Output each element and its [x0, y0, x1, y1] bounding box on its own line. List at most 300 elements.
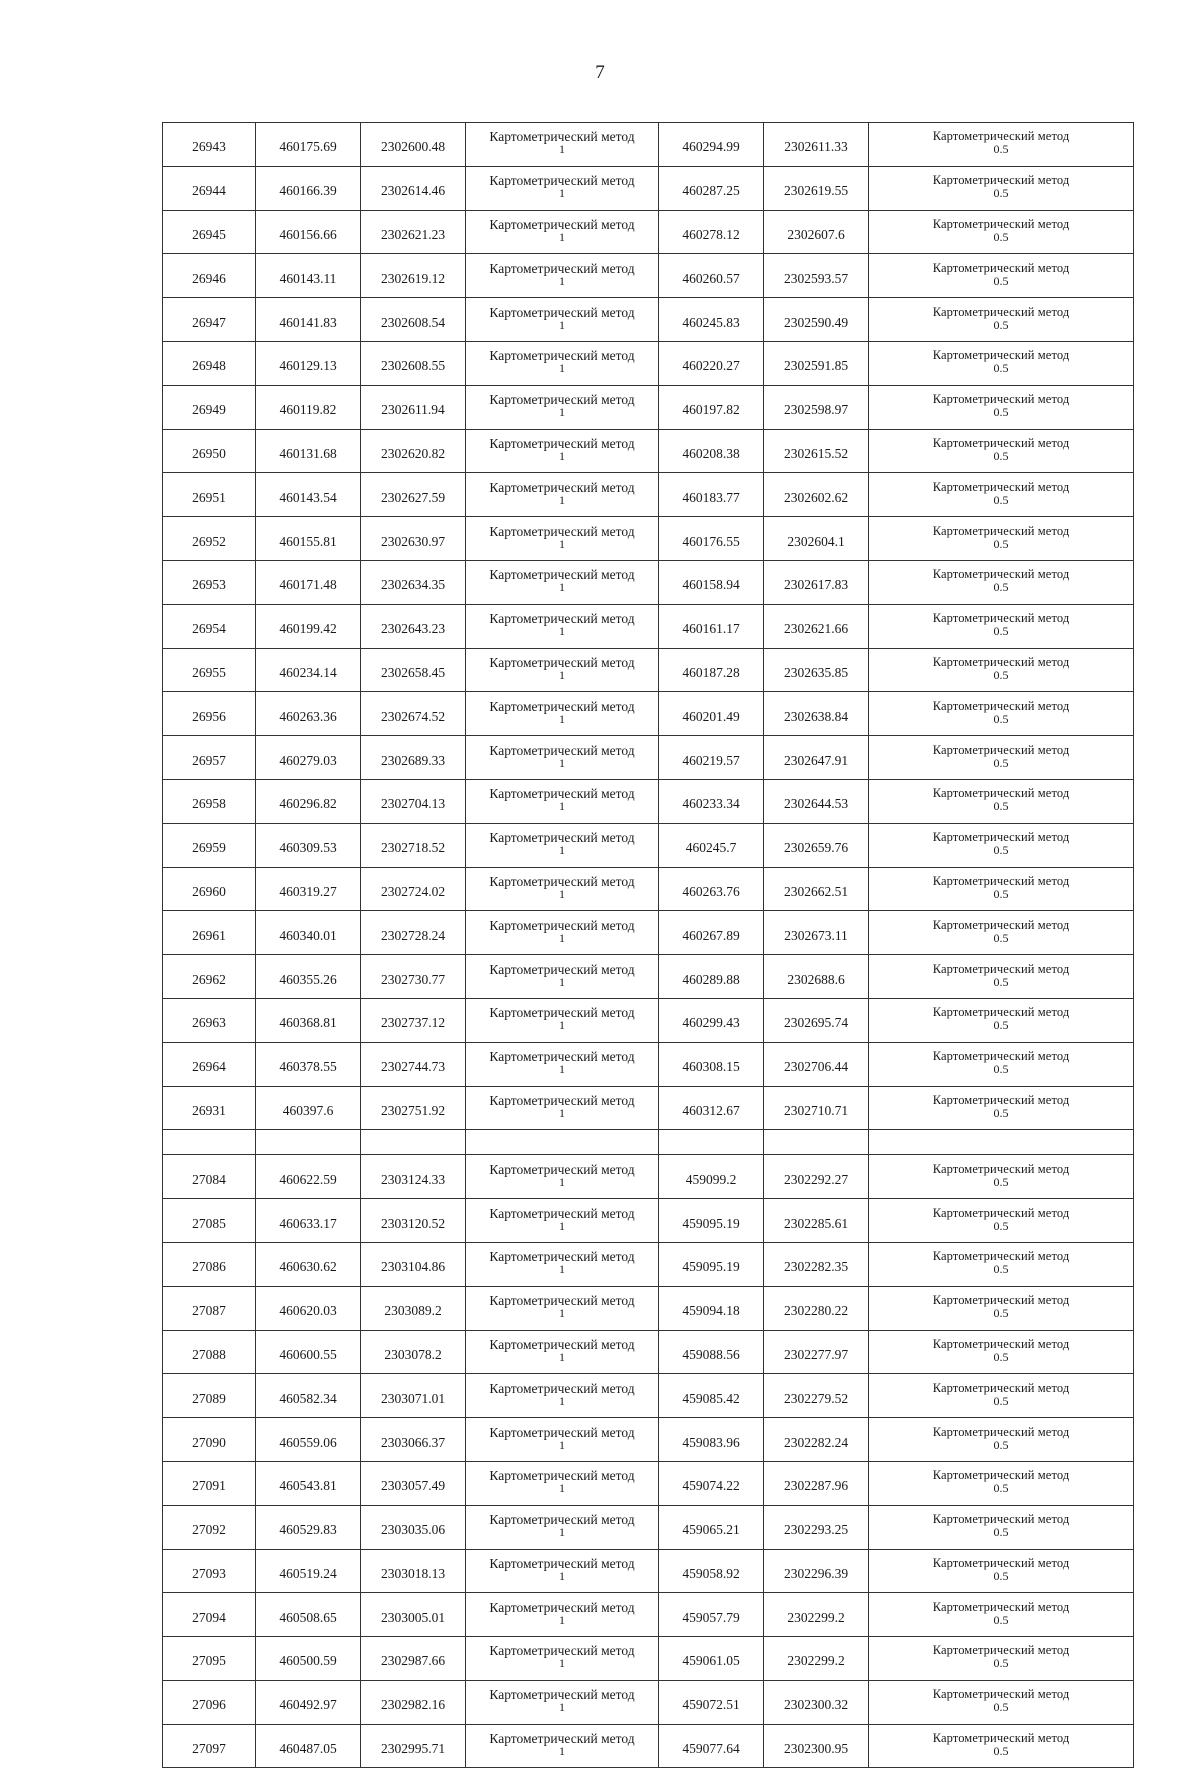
y1-cell: 2302608.55: [361, 341, 466, 385]
method1-cell: [466, 1593, 659, 1637]
x2-cell: 459077.64: [659, 1724, 764, 1768]
method2-cell: [869, 1155, 1134, 1199]
accuracy-value: 1: [559, 1349, 565, 1364]
accuracy-value: 1: [559, 361, 565, 376]
method-label: Картометрический метод: [489, 348, 635, 364]
y1-cell: 2302724.02: [361, 867, 466, 911]
x1-cell: 460340.01: [256, 911, 361, 955]
y1-cell: 2302600.48: [361, 123, 466, 167]
y1-cell: 2303018.13: [361, 1549, 466, 1593]
method-label: Картометрический метод: [489, 611, 635, 627]
point-id-cell: 27089: [163, 1374, 256, 1418]
method2-cell: [869, 166, 1134, 210]
method-label: Картометрический метод: [932, 611, 1070, 626]
x2-cell: 460289.88: [659, 955, 764, 999]
x1-cell: 460319.27: [256, 867, 361, 911]
x1-cell: 460155.81: [256, 517, 361, 561]
method2-cell: [869, 429, 1134, 473]
method1-cell: [466, 341, 659, 385]
accuracy-value: 0.5: [993, 799, 1009, 814]
x2-cell: 460219.57: [659, 736, 764, 780]
y2-cell: 2302710.71: [764, 1086, 869, 1130]
x1-cell: 460141.83: [256, 298, 361, 342]
method1-cell: [466, 1374, 659, 1418]
y1-cell: 2302620.82: [361, 429, 466, 473]
accuracy-value: 1: [559, 1700, 565, 1715]
y1-cell: 2302987.66: [361, 1637, 466, 1681]
method1-cell: [466, 385, 659, 429]
accuracy-value: 0.5: [993, 1306, 1009, 1321]
empty-cell: [361, 1130, 466, 1155]
accuracy-value: 0.5: [993, 536, 1009, 551]
method1-cell: [466, 648, 659, 692]
x1-cell: 460129.13: [256, 341, 361, 385]
method-label: Картометрический метод: [932, 1468, 1070, 1483]
accuracy-value: 0.5: [993, 186, 1009, 201]
accuracy-value: 1: [559, 1612, 565, 1627]
method-label: Картометрический метод: [932, 830, 1070, 845]
x2-cell: 459095.19: [659, 1199, 764, 1243]
y1-cell: 2302744.73: [361, 1042, 466, 1086]
accuracy-value: 1: [559, 1174, 565, 1189]
method-label: Картометрический метод: [489, 216, 635, 232]
point-id-cell: 26943: [163, 123, 256, 167]
point-id-cell: 26957: [163, 736, 256, 780]
method2-cell: [869, 1086, 1134, 1130]
y1-cell: 2303071.01: [361, 1374, 466, 1418]
method-label: Картометрический метод: [932, 786, 1070, 801]
point-id-cell: 27097: [163, 1724, 256, 1768]
accuracy-value: 1: [559, 1744, 565, 1759]
x1-cell: 460234.14: [256, 648, 361, 692]
y2-cell: 2302617.83: [764, 560, 869, 604]
y2-cell: 2302695.74: [764, 998, 869, 1042]
accuracy-value: 1: [559, 1262, 565, 1277]
point-id-cell: 26948: [163, 341, 256, 385]
table-row: [163, 1593, 1134, 1637]
y1-cell: 2303078.2: [361, 1330, 466, 1374]
method1-cell: [466, 1505, 659, 1549]
accuracy-value: 1: [559, 843, 565, 858]
accuracy-value: 1: [559, 1437, 565, 1452]
x2-cell: 459058.92: [659, 1549, 764, 1593]
method1-cell: [466, 823, 659, 867]
x2-cell: 460197.82: [659, 385, 764, 429]
table-row: [163, 429, 1134, 473]
accuracy-value: 1: [559, 142, 565, 157]
x1-cell: 460620.03: [256, 1286, 361, 1330]
y1-cell: 2302608.54: [361, 298, 466, 342]
method1-cell: [466, 1242, 659, 1286]
method-label: Картометрический метод: [932, 1336, 1070, 1351]
accuracy-value: 0.5: [993, 886, 1009, 901]
x2-cell: 459083.96: [659, 1418, 764, 1462]
x2-cell: 460187.28: [659, 648, 764, 692]
accuracy-value: 1: [559, 1018, 565, 1033]
point-id-cell: 26946: [163, 254, 256, 298]
x1-cell: 460171.48: [256, 560, 361, 604]
method1-cell: [466, 123, 659, 167]
method-label: Картометрический метод: [932, 742, 1070, 757]
point-id-cell: 26961: [163, 911, 256, 955]
method2-cell: [869, 1374, 1134, 1418]
x1-cell: 460296.82: [256, 779, 361, 823]
point-id-cell: 26950: [163, 429, 256, 473]
point-id-cell: 26931: [163, 1086, 256, 1130]
x2-cell: 460278.12: [659, 210, 764, 254]
accuracy-value: 1: [559, 536, 565, 551]
y2-cell: 2302591.85: [764, 341, 869, 385]
x2-cell: 460312.67: [659, 1086, 764, 1130]
page-number: 7: [595, 62, 605, 83]
method-label: Картометрический метод: [489, 1424, 635, 1440]
accuracy-value: 0.5: [993, 1525, 1009, 1540]
table-row: [163, 1086, 1134, 1130]
x2-cell: 460161.17: [659, 604, 764, 648]
method1-cell: [466, 736, 659, 780]
point-id-cell: 26964: [163, 1042, 256, 1086]
x2-cell: 460158.94: [659, 560, 764, 604]
y2-cell: 2302604.1: [764, 517, 869, 561]
table-row: [163, 867, 1134, 911]
method-label: Картометрический метод: [489, 1336, 635, 1352]
point-id-cell: 26962: [163, 955, 256, 999]
x1-cell: 460630.62: [256, 1242, 361, 1286]
method2-cell: [869, 560, 1134, 604]
x2-cell: 459074.22: [659, 1461, 764, 1505]
table-row: [163, 1286, 1134, 1330]
method-label: Картометрический метод: [932, 216, 1070, 231]
method1-cell: [466, 867, 659, 911]
method-label: Картометрический метод: [489, 567, 635, 583]
x1-cell: 460309.53: [256, 823, 361, 867]
x1-cell: 460487.05: [256, 1724, 361, 1768]
y1-cell: 2302619.12: [361, 254, 466, 298]
y2-cell: 2302299.2: [764, 1637, 869, 1681]
y1-cell: 2302621.23: [361, 210, 466, 254]
empty-cell: [764, 1130, 869, 1155]
point-id-cell: 26958: [163, 779, 256, 823]
method1-cell: [466, 254, 659, 298]
y1-cell: 2303089.2: [361, 1286, 466, 1330]
table-row: [163, 604, 1134, 648]
accuracy-value: 0.5: [993, 930, 1009, 945]
accuracy-value: 1: [559, 667, 565, 682]
accuracy-value: 0.5: [993, 667, 1009, 682]
y1-cell: 2303124.33: [361, 1155, 466, 1199]
accuracy-value: 1: [559, 1306, 565, 1321]
x1-cell: 460508.65: [256, 1593, 361, 1637]
x2-cell: 460299.43: [659, 998, 764, 1042]
accuracy-value: 1: [559, 755, 565, 770]
y2-cell: 2302280.22: [764, 1286, 869, 1330]
method-label: Картометрический метод: [489, 742, 635, 758]
method-label: Картометрический метод: [489, 435, 635, 451]
y1-cell: 2302704.13: [361, 779, 466, 823]
method2-cell: [869, 998, 1134, 1042]
y1-cell: 2302728.24: [361, 911, 466, 955]
method1-cell: [466, 779, 659, 823]
y1-cell: 2302674.52: [361, 692, 466, 736]
table-row: [163, 1155, 1134, 1199]
y2-cell: 2302644.53: [764, 779, 869, 823]
y1-cell: 2303057.49: [361, 1461, 466, 1505]
point-id-cell: 26960: [163, 867, 256, 911]
y2-cell: 2302277.97: [764, 1330, 869, 1374]
accuracy-value: 0.5: [993, 405, 1009, 420]
accuracy-value: 0.5: [993, 711, 1009, 726]
x2-cell: 460201.49: [659, 692, 764, 736]
table-row: [163, 1505, 1134, 1549]
table-row: [163, 123, 1134, 167]
method1-cell: [466, 604, 659, 648]
x2-cell: 459072.51: [659, 1680, 764, 1724]
y2-cell: 2302282.35: [764, 1242, 869, 1286]
method1-cell: [466, 911, 659, 955]
point-id-cell: 26949: [163, 385, 256, 429]
y2-cell: 2302673.11: [764, 911, 869, 955]
x1-cell: 460600.55: [256, 1330, 361, 1374]
method-label: Картометрический метод: [489, 1380, 635, 1396]
method1-cell: [466, 1042, 659, 1086]
method-label: Картометрический метод: [489, 1468, 635, 1484]
accuracy-value: 0.5: [993, 317, 1009, 332]
x2-cell: 459095.19: [659, 1242, 764, 1286]
method2-cell: [869, 604, 1134, 648]
method2-cell: [869, 692, 1134, 736]
empty-cell: [659, 1130, 764, 1155]
method2-cell: [869, 517, 1134, 561]
method2-cell: [869, 867, 1134, 911]
method2-cell: [869, 1549, 1134, 1593]
accuracy-value: 0.5: [993, 229, 1009, 244]
point-id-cell: 26959: [163, 823, 256, 867]
y2-cell: 2302619.55: [764, 166, 869, 210]
method-label: Картометрический метод: [932, 1512, 1070, 1527]
point-id-cell: 27085: [163, 1199, 256, 1243]
x2-cell: 460245.7: [659, 823, 764, 867]
x1-cell: 460500.59: [256, 1637, 361, 1681]
point-id-cell: 26956: [163, 692, 256, 736]
accuracy-value: 1: [559, 317, 565, 332]
x2-cell: 460233.34: [659, 779, 764, 823]
method1-cell: [466, 1155, 659, 1199]
method-label: Картометрический метод: [932, 1555, 1070, 1570]
method2-cell: [869, 298, 1134, 342]
method-label: Картометрический метод: [489, 1161, 635, 1177]
accuracy-value: 0.5: [993, 1393, 1009, 1408]
y1-cell: 2303035.06: [361, 1505, 466, 1549]
accuracy-value: 0.5: [993, 1700, 1009, 1715]
method2-cell: [869, 955, 1134, 999]
y2-cell: 2302638.84: [764, 692, 869, 736]
point-id-cell: 27084: [163, 1155, 256, 1199]
method-label: Картометрический метод: [489, 1599, 635, 1615]
method1-cell: [466, 560, 659, 604]
point-id-cell: 27092: [163, 1505, 256, 1549]
y2-cell: 2302300.32: [764, 1680, 869, 1724]
x2-cell: 460220.27: [659, 341, 764, 385]
y1-cell: 2302627.59: [361, 473, 466, 517]
method-label: Картометрический метод: [932, 348, 1070, 363]
y2-cell: 2302296.39: [764, 1549, 869, 1593]
method2-cell: [869, 385, 1134, 429]
method-label: Картометрический метод: [932, 1092, 1070, 1107]
accuracy-value: 0.5: [993, 448, 1009, 463]
y1-cell: 2302643.23: [361, 604, 466, 648]
table-row: [163, 385, 1134, 429]
accuracy-value: 0.5: [993, 974, 1009, 989]
table-row: [163, 166, 1134, 210]
method2-cell: [869, 341, 1134, 385]
method1-cell: [466, 1418, 659, 1462]
method1-cell: [466, 298, 659, 342]
method2-cell: [869, 123, 1134, 167]
x1-cell: 460279.03: [256, 736, 361, 780]
method2-cell: [869, 1724, 1134, 1768]
y2-cell: 2302706.44: [764, 1042, 869, 1086]
method2-cell: [869, 1680, 1134, 1724]
x2-cell: 459057.79: [659, 1593, 764, 1637]
method-label: Картометрический метод: [932, 1731, 1070, 1746]
method-label: Картометрический метод: [489, 1731, 635, 1747]
method-label: Картометрический метод: [489, 1643, 635, 1659]
method1-cell: [466, 1637, 659, 1681]
accuracy-value: 1: [559, 974, 565, 989]
x1-cell: 460199.42: [256, 604, 361, 648]
x1-cell: 460543.81: [256, 1461, 361, 1505]
y1-cell: 2302689.33: [361, 736, 466, 780]
table-row: [163, 1637, 1134, 1681]
accuracy-value: 1: [559, 930, 565, 945]
y1-cell: 2302634.35: [361, 560, 466, 604]
point-id-cell: 26953: [163, 560, 256, 604]
accuracy-value: 1: [559, 273, 565, 288]
y1-cell: 2302658.45: [361, 648, 466, 692]
method-label: Картометрический метод: [489, 1005, 635, 1021]
accuracy-value: 0.5: [993, 1018, 1009, 1033]
method2-cell: [869, 1418, 1134, 1462]
y2-cell: 2302285.61: [764, 1199, 869, 1243]
table-row: [163, 473, 1134, 517]
table-row: [163, 1724, 1134, 1768]
accuracy-value: 1: [559, 229, 565, 244]
accuracy-value: 0.5: [993, 843, 1009, 858]
table-row: [163, 298, 1134, 342]
method-label: Картометрический метод: [489, 1205, 635, 1221]
method1-cell: [466, 1086, 659, 1130]
x1-cell: 460355.26: [256, 955, 361, 999]
point-id-cell: 26954: [163, 604, 256, 648]
method2-cell: [869, 1637, 1134, 1681]
y2-cell: 2302287.96: [764, 1461, 869, 1505]
y2-cell: 2302611.33: [764, 123, 869, 167]
accuracy-value: 1: [559, 1218, 565, 1233]
coordinates-table-body: [163, 123, 1134, 1768]
accuracy-value: 1: [559, 492, 565, 507]
x1-cell: 460156.66: [256, 210, 361, 254]
y2-cell: 2302602.62: [764, 473, 869, 517]
x2-cell: 460294.99: [659, 123, 764, 167]
y1-cell: 2302718.52: [361, 823, 466, 867]
method2-cell: [869, 254, 1134, 298]
method-label: Картометрический метод: [489, 479, 635, 495]
point-id-cell: 26963: [163, 998, 256, 1042]
x2-cell: 459085.42: [659, 1374, 764, 1418]
x1-cell: 460633.17: [256, 1199, 361, 1243]
accuracy-value: 0.5: [993, 1656, 1009, 1671]
empty-cell: [466, 1130, 659, 1155]
method-label: Картометрический метод: [932, 567, 1070, 582]
accuracy-value: 0.5: [993, 492, 1009, 507]
method-label: Картометрический метод: [932, 435, 1070, 450]
method-label: Картометрический метод: [489, 698, 635, 714]
method1-cell: [466, 692, 659, 736]
method-label: Картометрический метод: [932, 129, 1070, 144]
x2-cell: 460263.76: [659, 867, 764, 911]
method-label: Картометрический метод: [932, 479, 1070, 494]
x1-cell: 460131.68: [256, 429, 361, 473]
accuracy-value: 0.5: [993, 1349, 1009, 1364]
y2-cell: 2302300.95: [764, 1724, 869, 1768]
point-id-cell: 27093: [163, 1549, 256, 1593]
y1-cell: 2303066.37: [361, 1418, 466, 1462]
y2-cell: 2302607.6: [764, 210, 869, 254]
y2-cell: 2302662.51: [764, 867, 869, 911]
method-label: Картометрический метод: [932, 1643, 1070, 1658]
x2-cell: 460287.25: [659, 166, 764, 210]
accuracy-value: 0.5: [993, 1481, 1009, 1496]
x1-cell: 460368.81: [256, 998, 361, 1042]
y2-cell: 2302282.24: [764, 1418, 869, 1462]
accuracy-value: 1: [559, 1481, 565, 1496]
method1-cell: [466, 1286, 659, 1330]
x2-cell: 460260.57: [659, 254, 764, 298]
method-label: Картометрический метод: [489, 654, 635, 670]
x1-cell: 460492.97: [256, 1680, 361, 1724]
method-label: Картометрический метод: [489, 873, 635, 889]
accuracy-value: 0.5: [993, 1568, 1009, 1583]
x2-cell: 460183.77: [659, 473, 764, 517]
x2-cell: 460176.55: [659, 517, 764, 561]
coordinates-table: [162, 122, 1134, 1768]
accuracy-value: 0.5: [993, 1218, 1009, 1233]
method-label: Картометрический метод: [489, 129, 635, 145]
point-id-cell: 27095: [163, 1637, 256, 1681]
method-label: Картометрический метод: [489, 1687, 635, 1703]
method2-cell: [869, 1199, 1134, 1243]
method-label: Картометрический метод: [489, 786, 635, 802]
x1-cell: 460119.82: [256, 385, 361, 429]
method-label: Картометрический метод: [489, 304, 635, 320]
method-label: Картометрический метод: [932, 1687, 1070, 1702]
method2-cell: [869, 1461, 1134, 1505]
accuracy-value: 1: [559, 1062, 565, 1077]
table-row: [163, 736, 1134, 780]
y2-cell: 2302293.25: [764, 1505, 869, 1549]
method-label: Картометрический метод: [932, 1599, 1070, 1614]
method-label: Картометрический метод: [932, 917, 1070, 932]
method1-cell: [466, 210, 659, 254]
accuracy-value: 1: [559, 1525, 565, 1540]
point-id-cell: 26945: [163, 210, 256, 254]
y2-cell: 2302635.85: [764, 648, 869, 692]
method-label: Картометрический метод: [932, 173, 1070, 188]
method-label: Картометрический метод: [489, 917, 635, 933]
table-row: [163, 1418, 1134, 1462]
point-id-cell: 26951: [163, 473, 256, 517]
y2-cell: 2302590.49: [764, 298, 869, 342]
